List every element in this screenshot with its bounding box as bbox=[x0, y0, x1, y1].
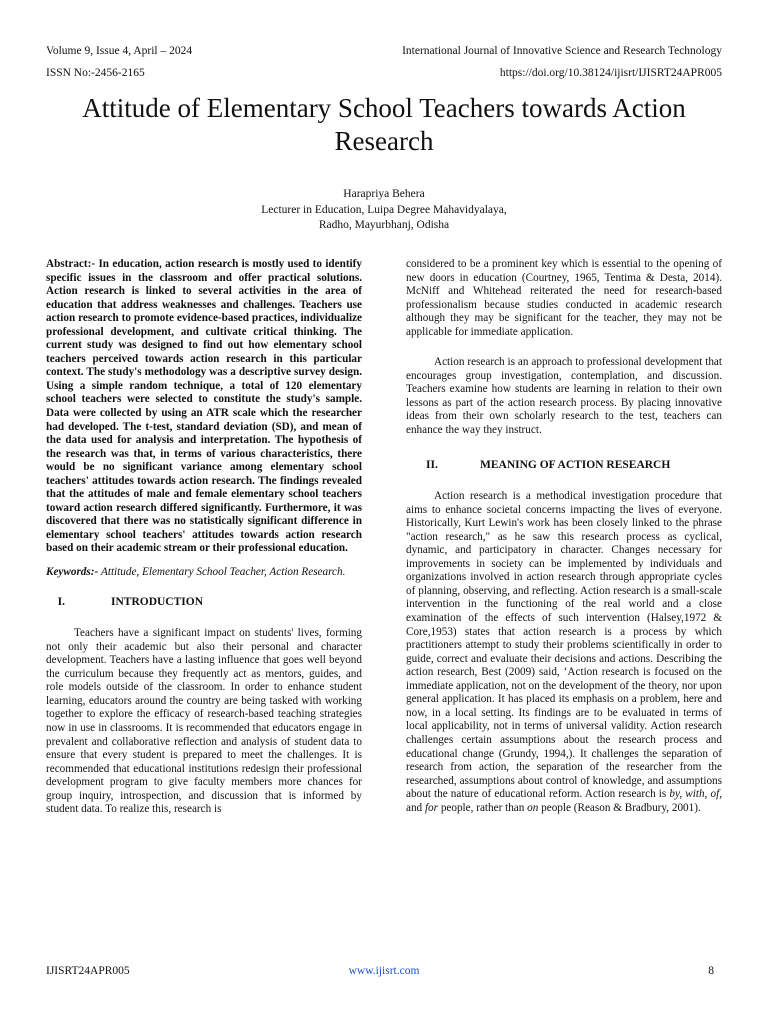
keywords-text: Attitude, Elementary School Teacher, Action Research. bbox=[101, 566, 346, 579]
meaning-italic-by: by, with, of, bbox=[669, 788, 722, 801]
page-number: 8 bbox=[708, 965, 714, 977]
section-title: MEANING OF ACTION RESEARCH bbox=[480, 458, 671, 471]
keywords-label: Keywords:- bbox=[46, 566, 99, 579]
meaning-and: and bbox=[406, 801, 423, 814]
author-name: Harapriya Behera bbox=[343, 188, 425, 200]
section-heading-meaning bbox=[406, 459, 722, 473]
footer-url[interactable] bbox=[0, 965, 768, 977]
section-title: INTRODUCTION bbox=[111, 595, 204, 608]
meaning-end: people (Reason & Bradbury, 2001). bbox=[541, 801, 701, 814]
meaning-mid: people, rather than bbox=[440, 801, 525, 814]
meaning-text: Action research is a methodical investigation procedure that aims to enhance societal concerns impacting the lives of everyone. Historically, Kurt Lewin's work has been closely linked to the phrase "action research," as he saw this research process as cyclical, dynamic, and participatory in character. Changes necessary for improvements in society can be implemented by individuals and organizations involved in action research through appropriate cycles of planning, observing, and reflecting. Action research is a small-scale intervention in the functioning of the real world and a close examination of the effects of such intervention (Halsey,1972 & Core,1953) states that action research is a process by which practitioners attempt to study their problems scientifically in order to guide, correct and evaluate their decisions and actions. Describing the action research, Best (2009) said, ‘Action research is focused on the immediate application, not on the development of the theory, nor upon general application. It has placed its emphasis on a problem, here and now, in a local setting. Its findings are to be evaluated in terms of local applicability, not in terms of universal validity. Action research challenges certain assumptions about the research process and educational change (Grundy, 1994,). It challenges the separation of research from action, the separation of the researcher from the researched, assumptions about control of knowledge, and assumptions about the nature of educational reform. Action research is bbox=[406, 490, 722, 801]
section-number: II. bbox=[426, 458, 438, 471]
author-location: Radho, Mayurbhanj, Odisha bbox=[318, 219, 450, 231]
header-doi[interactable]: https://doi.org/10.38124/ijisrt/IJISRT24APR005 bbox=[499, 67, 722, 79]
author-affiliation: Lecturer in Education, Luipa Degree Mahavidyalaya, bbox=[261, 203, 507, 216]
section-number: I. bbox=[57, 595, 65, 608]
footer-url-link[interactable]: www.ijisrt.com bbox=[348, 965, 420, 977]
right-column bbox=[406, 258, 722, 815]
abstract-paragraph: Abstract:- In education, action research is mostly used to identify specific issues in the classroom and offer practical solutions. Action research is linked to several activities in the area of education that address weaknesses and challenges. Teachers use action research to promote evidence-based practices, individualize professional development, and cultivate critical thinking. The current study was designed to find out how elementary school teachers perceived towards action research in this particular context. The study's methodology was a descriptive survey design. Using a simple random technique, a total of 120 elementary school teachers were selected to constitute the study's sample. Data were collected by using an ATR scale which the researcher had developed. The t-test, standard deviation (SD), and mean of the data used for analysis and interpretation. The hypothesis of the research was that, in terms of various characteristics, there would be no significant variance among elementary school teachers' attitudes towards action research. The findings revealed that the attitudes of male and female elementary school teachers toward action research differed significantly. Furthermore, it was discovered that there was no statistically significant difference in elementary school teachers' attitudes towards action research based on their academic stream or their professional education. bbox=[46, 258, 362, 555]
meaning-paragraph bbox=[406, 490, 722, 815]
keywords-paragraph bbox=[46, 566, 362, 580]
header-volume: Volume 9, Issue 4, April – 2024 bbox=[46, 45, 193, 57]
continued-paragraph: considered to be a prominent key which is essential to the opening of new doors in education (Courtney, 1965, Tentima & Desta, 2014). McNiff and Whitehead reiterated the need for research-based professionalism because studies conducted in academic research although they may be significant for the teacher, they may not be applicable for immediate application. bbox=[406, 258, 722, 338]
author-block bbox=[40, 187, 728, 234]
paper-title: Attitude of Elementary School Teachers towards Action Research bbox=[82, 93, 686, 156]
header-journal: International Journal of Innovative Science and Research Technology bbox=[402, 45, 722, 57]
introduction-paragraph: Teachers have a significant impact on students' lives, forming not only their academic but also their personal and character development. Teachers have a lasting influence that goes well beyond the curriculum because they frequently act as mentors, guides, and role models outside of the classroom. In order to enhance student learning, educators around the country are being tasked with working together to explore the efficacy of research-based teaching strategies now in use in classrooms. It is recommended that educators engage in prevalent and collaborative reflection and analysis of student data to ensure that every student is prepared to meet the challenges. It is recommended that educational institutions redesign their professional development program to give faculty members more chances for group inquiry, introspection, and discussion that is informed by student data. To realize this, research is bbox=[46, 627, 362, 816]
header-issn: ISSN No:-2456-2165 bbox=[46, 67, 145, 79]
action-research-paragraph: Action research is an approach to professional development that encourages group investigation, contemplation, and discussion. Teachers examine how students are learning in relation to their own lessons as part of the action research process. By placing innovative ideas from their own scholarly research to the test, teachers can enhance the way they instruct. bbox=[406, 356, 722, 437]
meaning-italic-for: for bbox=[424, 801, 439, 814]
left-column bbox=[46, 258, 362, 817]
meaning-italic-on: on bbox=[527, 801, 539, 814]
footer-code: IJISRT24APR005 bbox=[46, 965, 130, 977]
section-heading-introduction bbox=[46, 596, 362, 610]
